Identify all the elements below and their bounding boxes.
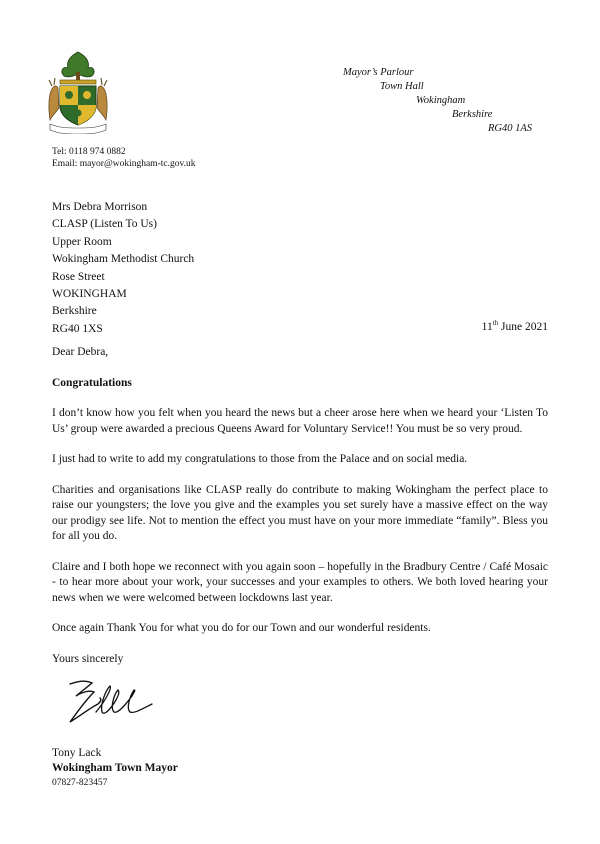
letter-date [482,319,548,333]
recipient-line: WOKINGHAM [52,288,127,301]
date-rest: June 2021 [498,320,548,333]
date-day: 11 [481,320,493,333]
address-line: RG40 1AS [488,123,533,134]
paragraph: Once again Thank You for what you do for our Town and our wonderful residents. [52,622,431,634]
recipient-line: CLASP (Listen To Us) [52,218,157,231]
address-line: Mayor’s Parlour [343,67,414,78]
signer-name: Tony Lack [52,747,102,759]
paragraph: Charities and organisations like CLASP really do contribute to making Wokingham the perfect place to raise our youngsters; the love you give and the examples you set surely have a massive effect on the way our prodigy see life. Not to mention the effect you must have on your more immediate “family”. Bless you for all you do. [52,483,548,542]
recipient-line: Rose Street [52,270,105,283]
address-line: Berkshire [452,109,493,120]
subject-line: Congratulations [52,376,132,389]
signoff-block [52,746,178,791]
paragraph: I just had to write to add my congratulations to those from the Palace and on social media. [52,453,468,465]
recipient-line: Berkshire [52,305,97,318]
address-line: Town Hall [380,81,424,92]
signature-icon [66,678,156,726]
recipient-line: RG40 1XS [52,322,103,335]
date-suffix: th [492,319,499,327]
salutation: Dear Debra, [52,346,109,358]
address-line: Wokingham [416,95,466,106]
recipient-line: Mrs Debra Morrison [52,201,148,213]
telephone: Tel: 0118 974 0882 [52,147,126,157]
town-crest-icon [46,50,110,134]
email: Email: mayor@wokingham-tc.gov.uk [52,159,196,169]
recipient-line: Wokingham Methodist Church [52,253,195,266]
recipient-address [52,199,194,338]
sender-contact [52,146,195,170]
signer-phone: 07827-823457 [52,778,108,788]
closing: Yours sincerely [52,652,124,665]
signer-title: Wokingham Town Mayor [52,762,178,774]
recipient-line: Upper Room [52,235,112,248]
paragraph: I don’t know how you felt when you heard the news but a cheer arose here when we heard your ‘Listen To Us’ group were awarded a precious Queens Award for Voluntary Service!! You must be so very proud. [52,407,548,435]
letter-body [52,345,548,682]
paragraph: Claire and I both hope we reconnect with you again soon – hopefully in the Bradbury Centre / Café Mosaic - to hear more about your work, your successes and your examples to others. We both loved hearing your news when we were welcomed between lockdowns last year. [52,560,548,604]
